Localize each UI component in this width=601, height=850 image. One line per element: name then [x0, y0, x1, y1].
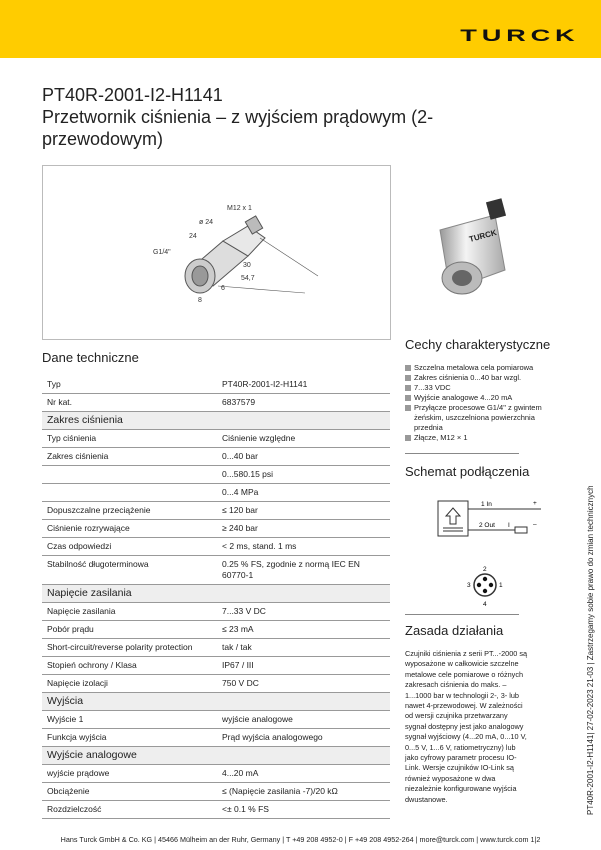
row-value: Prąd wyjścia analogowego: [217, 729, 390, 747]
divider: [405, 453, 519, 454]
row-label: Dopuszczalne przeciążenie: [42, 502, 217, 520]
row-value: < 2 ms, stand. 1 ms: [217, 538, 390, 556]
table-row: [42, 783, 390, 801]
table-row: [42, 448, 390, 466]
dim-label: 8: [198, 297, 202, 304]
row-label: wyjście prądowe: [42, 765, 217, 783]
table-row: [42, 729, 390, 747]
row-value: ≤ 120 bar: [217, 502, 390, 520]
product-photo: [410, 190, 520, 305]
photo-brand: TURCK: [468, 227, 498, 244]
product-code: PT40R-2001-I2-H1141: [42, 85, 223, 105]
row-label: Typ ciśnienia: [42, 430, 217, 448]
row-label: Napięcie zasilania: [42, 603, 217, 621]
dim-label: M12 x 1: [227, 205, 252, 212]
section-title: Wyjścia: [42, 693, 390, 711]
table-row: [42, 765, 390, 783]
table-row: [42, 538, 390, 556]
feature-item: Złącze, M12 × 1: [405, 433, 555, 443]
feature-item: Przyłącze procesowe G1/4" z gwintem żeńskim, uszczelniona powierzchnia przednia: [405, 403, 555, 433]
row-value: 0...4 MPa: [217, 484, 390, 502]
dim-label: 30: [243, 262, 251, 269]
row-value: 6837579: [217, 394, 390, 412]
table-row: [42, 502, 390, 520]
side-note: PT40R-2001-I2-H1141| 27-02-2023 21-03 | Zastrzegamy sobie prawo do zmian technicznych: [586, 485, 595, 815]
dim-label: 24: [189, 233, 197, 240]
footer: Hans Turck GmbH & Co. KG | 45466 Mülheim an der Ruhr, Germany | T +49 208 4952-0 | F +49 208 4952-264 | more@turck.com | www.turck.com 1|2: [60, 835, 541, 844]
plus-label: +: [533, 500, 537, 507]
table-row: [42, 675, 390, 693]
table-row: [42, 430, 390, 448]
row-value: ≤ 23 mA: [217, 621, 390, 639]
section-header: [42, 747, 390, 765]
row-label: Nr kat.: [42, 394, 217, 412]
row-value: 750 V DC: [217, 675, 390, 693]
dim-label: ø 24: [199, 219, 214, 226]
row-value: IP67 / III: [217, 657, 390, 675]
pin1-label: 1 In: [481, 501, 492, 508]
table-row: [42, 621, 390, 639]
section-title: Wyjście analogowe: [42, 747, 390, 765]
feature-item: Zakres ciśnienia 0...40 bar wzgl.: [405, 373, 555, 383]
row-value: <± 0.1 % FS: [217, 801, 390, 819]
feature-item: Wyjście analogowe 4...20 mA: [405, 393, 555, 403]
row-label: Zakres ciśnienia: [42, 448, 217, 466]
table-row: [42, 603, 390, 621]
row-label: [42, 466, 217, 484]
row-label: Czas odpowiedzi: [42, 538, 217, 556]
current-label: I: [508, 522, 510, 529]
row-label: Obciążenie: [42, 783, 217, 801]
pin-number: 2: [483, 566, 487, 573]
dim-label: 6: [221, 285, 225, 292]
product-description: Przetwornik ciśnienia – z wyjściem prądowym (2-przewodowym): [42, 107, 434, 149]
dim-label: 54,7: [241, 275, 255, 282]
section-header: [42, 693, 390, 711]
wiring-diagram: [405, 486, 545, 608]
page-title: [42, 84, 482, 150]
row-label: Ciśnienie rozrywające: [42, 520, 217, 538]
table-row: [42, 639, 390, 657]
dim-label: G1/4": [153, 249, 171, 256]
row-label: Wyjście 1: [42, 711, 217, 729]
pin-number: 4: [483, 601, 487, 608]
table-row: [42, 801, 390, 819]
row-label: Napięcie izolacji: [42, 675, 217, 693]
principle-heading: Zasada działania: [405, 623, 504, 638]
table-row: [42, 376, 390, 394]
row-value: PT40R-2001-I2-H1141: [217, 376, 390, 394]
row-label: Typ: [42, 376, 217, 394]
table-row: [42, 484, 390, 502]
wiring-heading: Schemat podłączenia: [405, 464, 530, 479]
section-header: [42, 412, 390, 430]
table-row: [42, 394, 390, 412]
section-title: Zakres ciśnienia: [42, 412, 390, 430]
pin-number: 1: [499, 582, 503, 589]
features-list: [405, 363, 555, 443]
tech-data-table: [42, 376, 390, 819]
header-banner: [0, 0, 601, 58]
divider: [405, 614, 519, 615]
right-column: [405, 337, 555, 805]
row-value: 0...40 bar: [217, 448, 390, 466]
row-value: ≥ 240 bar: [217, 520, 390, 538]
row-label: Funkcja wyjścia: [42, 729, 217, 747]
dimension-drawing: [42, 165, 391, 340]
row-value: Ciśnienie względne: [217, 430, 390, 448]
table-row: [42, 520, 390, 538]
table-row: [42, 711, 390, 729]
row-value: ≤ (Napięcie zasilania -7)/20 kΩ: [217, 783, 390, 801]
pin-number: 3: [467, 582, 471, 589]
table-row: [42, 466, 390, 484]
pin2-label: 2 Out: [479, 522, 495, 529]
row-value: tak / tak: [217, 639, 390, 657]
section-title: Napięcie zasilania: [42, 585, 390, 603]
table-row: [42, 657, 390, 675]
row-value: 0.25 % FS, zgodnie z normą IEC EN 60770-1: [217, 556, 390, 585]
row-value: 4...20 mA: [217, 765, 390, 783]
row-label: Stopień ochrony / Klasa: [42, 657, 217, 675]
row-value: 7...33 V DC: [217, 603, 390, 621]
principle-text: Czujniki ciśnienia z serii PT...-2000 są wyposażone w całkowicie szczelne metalowe cele pomiarowe o różnych zakresach ciśnienia do maks. –1...1000 bar w technologii 2-, 3- lub nawet 4-przewodowej. W zależności od wersji czujnika przetwarzany sygnał dostępny jest jako analogowy sygnał wyjściowy (4...20 mA, 0...10 V, 0...5 V, 1...6 V, ratiometryczny) lub jako cyfrowy parametr procesu IO-Link. Wersje czujników IO-Link są również wyposażone w dwa niezależnie konfigurowane wyjścia dwustanowe.: [405, 649, 528, 804]
table-row: [42, 556, 390, 585]
feature-item: Szczelna metalowa cela pomiarowa: [405, 363, 555, 373]
section-header: [42, 585, 390, 603]
row-value: 0...580.15 psi: [217, 466, 390, 484]
turck-logo: TURCK: [459, 26, 579, 45]
row-label: Stabilność długoterminowa: [42, 556, 217, 585]
row-label: Pobór prądu: [42, 621, 217, 639]
row-label: [42, 484, 217, 502]
tech-data-heading: Dane techniczne: [42, 350, 139, 365]
features-heading: Cechy charakterystyczne: [405, 337, 551, 352]
feature-item: 7...33 VDC: [405, 383, 555, 393]
minus-label: –: [533, 521, 537, 528]
row-value: wyjście analogowe: [217, 711, 390, 729]
row-label: Short-circuit/reverse polarity protection: [42, 639, 217, 657]
row-label: Rozdzielczość: [42, 801, 217, 819]
